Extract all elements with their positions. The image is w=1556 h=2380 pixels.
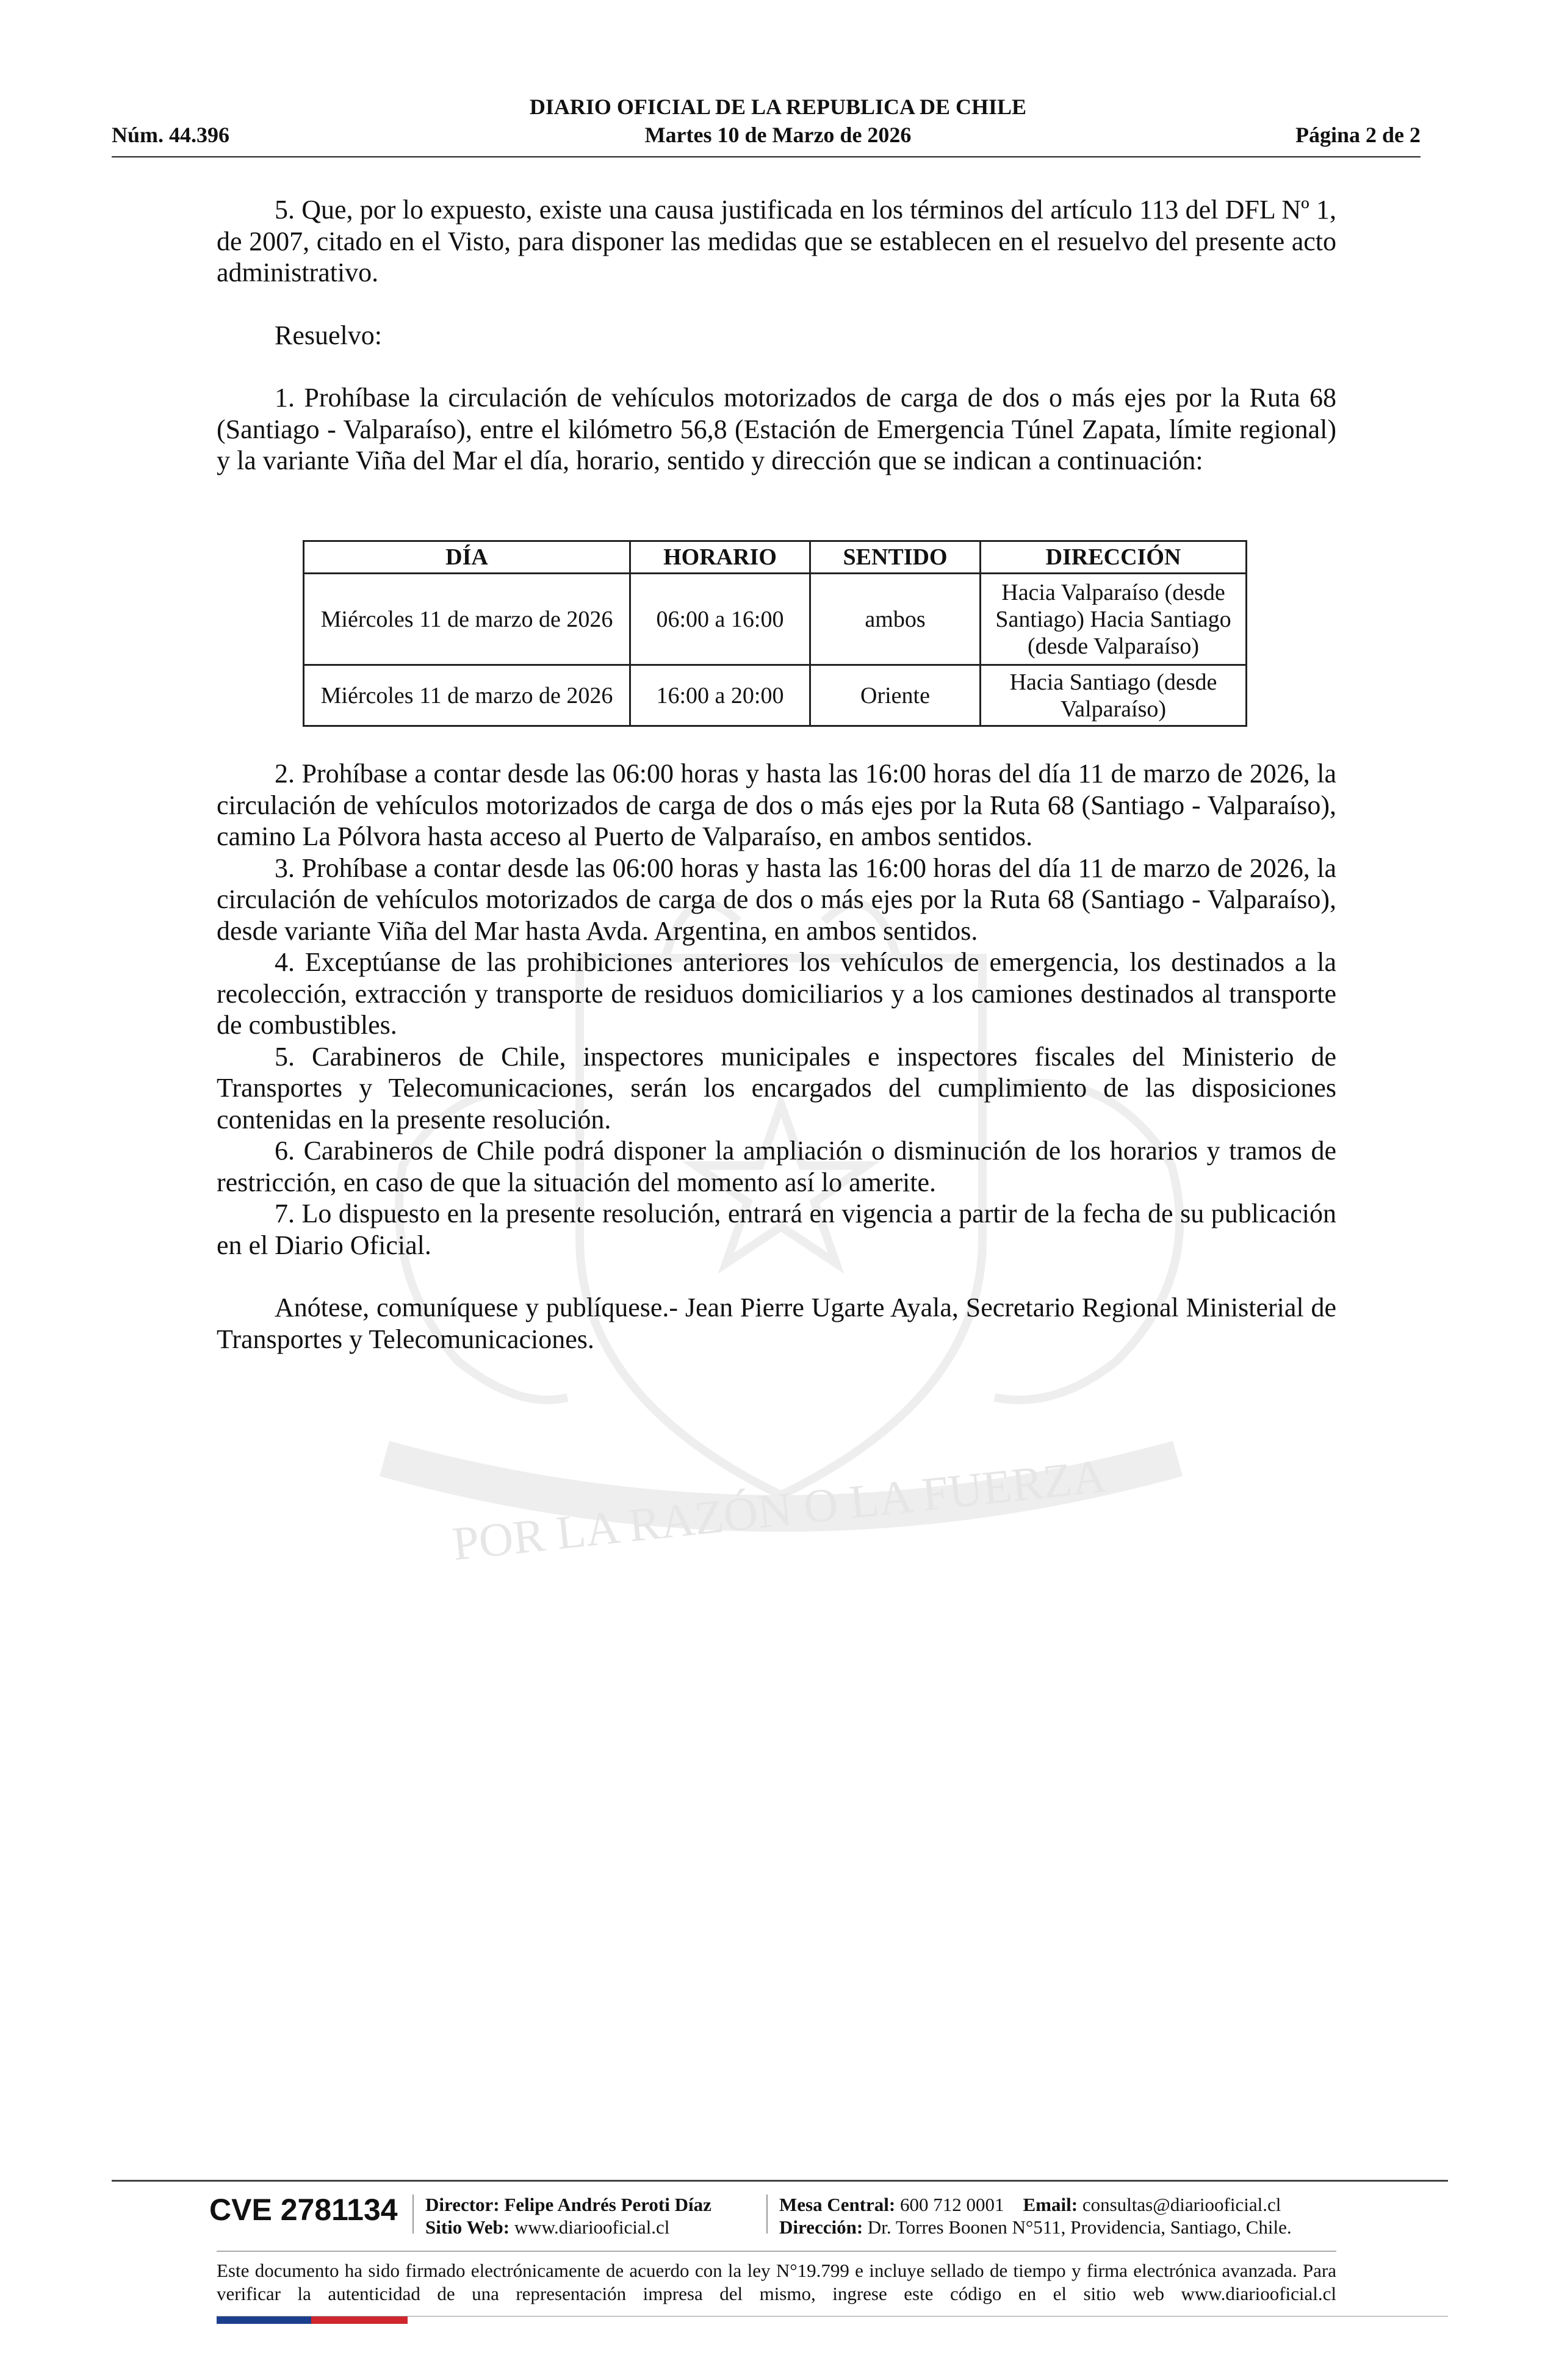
newspaper-title: DIARIO OFICIAL DE LA REPUBLICA DE CHILE — [529, 95, 1027, 119]
footer-contact-block — [779, 2193, 1292, 2238]
resolution-item-4: 4. Exceptúanse de las prohibiciones anteriores los vehículos de emergencia, los destinados a la recolección, extracción y transporte de residuos domiciliarios y a los camiones destinados al transporte de combustibles. — [217, 947, 1336, 1040]
mesa-label: Mesa Central: — [779, 2194, 896, 2215]
cell-horario: 16:00 a 20:00 — [630, 665, 810, 726]
col-header-dia: DÍA — [304, 541, 630, 574]
body-text-top — [217, 194, 1336, 477]
header-divider — [112, 156, 1421, 157]
cve-code: CVE 2781134 — [209, 2193, 398, 2227]
cell-direccion: Hacia Santiago (desde Valparaíso) — [981, 665, 1247, 726]
cell-horario: 06:00 a 16:00 — [630, 574, 810, 665]
resolution-item-2: 2. Prohíbase a contar desde las 06:00 horas y hasta las 16:00 horas del día 11 de marzo de 2026, la circulación de vehículos motorizados de carga de dos o más ejes por la Ruta 68 (Santiago - Valparaíso), camino La Pólvora hasta acceso al Puerto de Valparaíso, en ambos sentidos. — [217, 759, 1336, 851]
resolution-item-7: 7. Lo dispuesto en la presente resolución, entrará en vigencia a partir de la fecha de su publicación en el Diario Oficial. — [217, 1199, 1336, 1260]
resolution-item-6: 6. Carabineros de Chile podrá disponer la ampliación o disminución de los horarios y tramos de restricción, en caso de que la situación del momento así lo amerite. — [217, 1136, 1336, 1197]
closing-signature: Anótese, comuníquese y publíquese.- Jean Pierre Ugarte Ayala, Secretario Regional Ministerial de Transportes y Telecomunicaciones. — [217, 1293, 1336, 1354]
footer-separator — [412, 2194, 414, 2234]
paragraph-considerando-5: 5. Que, por lo expuesto, existe una causa justificada en los términos del artículo 113 del DFL Nº 1, de 2007, citado en el Visto, para disponer las medidas que se establecen en el resuelvo del presente acto administrativo. — [217, 195, 1336, 287]
table-row — [304, 665, 1247, 726]
resolution-item-3: 3. Prohíbase a contar desde las 06:00 horas y hasta las 16:00 horas del día 11 de marzo de 2026, la circulación de vehículos motorizados de carga de dos o más ejes por la Ruta 68 (Santiago - Valparaíso), desde variante Viña del Mar hasta Avda. Argentina, en ambos sentidos. — [217, 853, 1336, 946]
cell-dia: Miércoles 11 de marzo de 2026 — [304, 665, 630, 726]
col-header-direccion: DIRECCIÓN — [981, 541, 1247, 574]
footer-inner-divider — [217, 2251, 1336, 2252]
signature-notice: Este documento ha sido firmado electrónicamente de acuerdo con la ley N°19.799 e incluye sellado de tiempo y firma electrónica avanzada. Para verificar la autenticidad de una representación impresa del mismo, ingrese este código en el sitio web www.diariooficial.cl — [217, 2260, 1336, 2304]
table-header-row — [304, 541, 1247, 574]
table-row — [304, 574, 1247, 665]
footer-divider — [112, 2180, 1448, 2182]
email-label: Email: — [1023, 2194, 1078, 2215]
issue-number: Núm. 44.396 — [112, 123, 230, 147]
flag-blue-bar — [217, 2317, 311, 2324]
address-label: Dirección: — [779, 2216, 863, 2238]
mesa-phone: 600 712 0001 — [900, 2194, 1004, 2215]
cell-direccion: Hacia Valparaíso (desde Santiago) Hacia Santiago (desde Valparaíso) — [981, 574, 1247, 665]
page-number: Página 2 de 2 — [1295, 123, 1421, 147]
body-text-bottom — [217, 758, 1336, 1355]
footer-director-block — [425, 2193, 711, 2238]
cell-dia: Miércoles 11 de marzo de 2026 — [304, 574, 630, 665]
watermark-motto: POR LA RAZÓN O LA FUERZA — [450, 1449, 1109, 1571]
address-value: Dr. Torres Boonen N°511, Providencia, Santiago, Chile. — [867, 2216, 1292, 2238]
website-link[interactable]: www.diariooficial.cl — [514, 2216, 670, 2238]
cell-sentido: ambos — [810, 574, 981, 665]
director-name: Felipe Andrés Peroti Díaz — [504, 2194, 711, 2215]
director-label: Director: — [425, 2194, 500, 2215]
restriction-table — [303, 540, 1247, 727]
website-label: Sitio Web: — [425, 2216, 510, 2238]
resuelvo-heading: Resuelvo: — [275, 320, 382, 350]
col-header-sentido: SENTIDO — [810, 541, 981, 574]
footer-separator — [766, 2194, 768, 2234]
col-header-horario: HORARIO — [630, 541, 810, 574]
email-link[interactable]: consultas@diariooficial.cl — [1082, 2194, 1281, 2215]
resolution-item-1: 1. Prohíbase la circulación de vehículos motorizados de carga de dos o más ejes por la Ruta 68 (Santiago - Valparaíso), entre el kilómetro 56,8 (Estación de Emergencia Túnel Zapata, límite regional) y la variante Viña del Mar el día, horario, sentido y dirección que se indican a continuación: — [217, 383, 1336, 475]
issue-date: Martes 10 de Marzo de 2026 — [644, 123, 912, 147]
resolution-item-5: 5. Carabineros de Chile, inspectores municipales e inspectores fiscales del Ministerio de Transportes y Telecomunicaciones, serán los encargados del cumplimiento de las disposiciones contenidas en la presente resolución. — [217, 1041, 1336, 1134]
cell-sentido: Oriente — [810, 665, 981, 726]
flag-red-bar — [311, 2317, 408, 2324]
